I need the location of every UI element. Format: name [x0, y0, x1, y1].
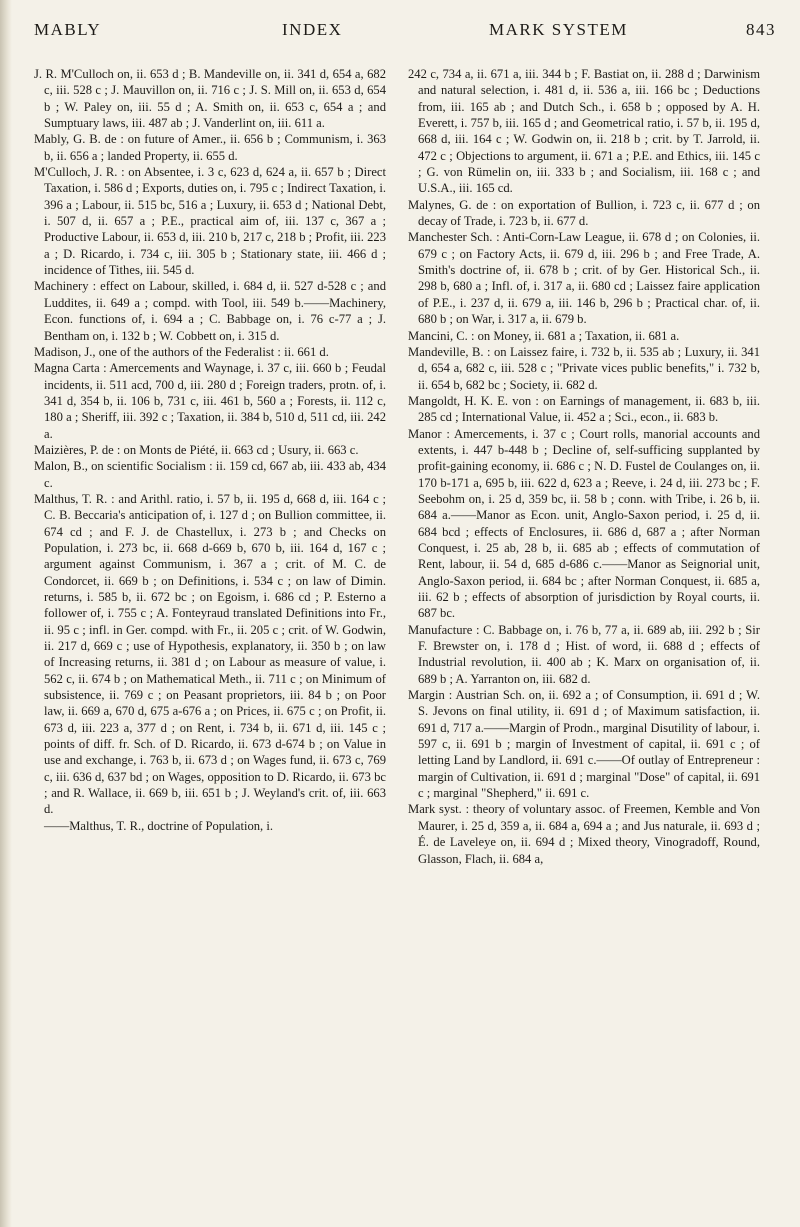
index-entry: Manchester Sch. : Anti-Corn-Law League, ii. 678 d ; on Colonies, ii. 679 c ; on Factory Acts, ii. 679 d, iii. 296 b ; and Free Trade, A. Smith's doctrine of, ii. 678 b ; crit. of by Ger. Historical Sch., ii. 298 b, 680 a ; Infl. of, i. 317 a, ii. 680 cd ; Laissez faire application of P.E., i. 237 d, ii. 679 a, iii. 146 b, 296 b ; Practical char. of, ii. 680 b ; on War, i. 317 a, ii. 679 b.: [408, 230, 760, 327]
page-number: 843: [746, 20, 776, 39]
index-entry: Magna Carta : Amercements and Waynage, i. 37 c, iii. 660 b ; Feudal incidents, ii. 511 acd, 700 d, iii. 280 d ; Foreign traders, protn. of, i. 341 d, 354 b, ii. 106 b, 731 c, iii. 461 b, 560 a ; Forests, ii. 112 c, 180 a ; Sheriff, iii. 392 c ; Taxation, ii. 384 b, 510 d, 511 cd, iii. 242 a.: [34, 361, 386, 441]
header-index-word: INDEX: [282, 20, 343, 39]
book-gutter-shadow: [0, 0, 12, 1227]
right-column: [408, 66, 760, 1217]
index-entry: Margin : Austrian Sch. on, ii. 692 a ; of Consumption, ii. 691 d ; W. S. Jevons on final utility, ii. 691 d ; of Maximum satisfaction, ii. 691 d, 717 a.——Margin of Prodn., marginal Disutility of labour, i. 597 c, ii. 691 b ; margin of Investment of capital, ii. 691 c ; of letting Land by Landlord, ii. 691 c.——Of outlay of Entrepreneur : margin of Cultivation, ii. 691 d ; marginal "Dose" of capital, ii. 691 c ; marginal "Shepherd," ii. 691 c.: [408, 688, 760, 801]
running-header: [34, 20, 776, 46]
index-entry: Madison, J., one of the authors of the Federalist : ii. 661 d.: [34, 344, 329, 359]
index-entry: Mangoldt, H. K. E. von : on Earnings of management, ii. 683 b, iii. 285 cd ; International Value, ii. 452 a ; Sci., econ., ii. 683 b.: [408, 393, 760, 425]
index-entry: J. R. M'Culloch on, ii. 653 d ; B. Mandeville on, ii. 341 d, 654 a, 682 c, iii. 528 c ; J. Mauvillon on, ii. 716 c ; J. S. Mill on, ii. 653 d, 654 b ; W. Paley on, iii. 55 d ; A. Smith on, ii. 653 c, 654 a ; and Sumptuary laws, iii. 487 ab ; J. Vanderlint on, iii. 611 a.: [34, 67, 386, 131]
header-right-word: MARK SYSTEM: [489, 20, 628, 39]
index-entry: Mandeville, B. : on Laissez faire, i. 732 b, ii. 535 ab ; Luxury, ii. 341 d, 654 a, 682 c, iii. 528 c ; "Private vices public benefits," i. 732 b, ii. 654 b, 682 bc ; Society, ii. 682 d.: [408, 344, 760, 392]
index-entry: Malon, B., on scientific Socialism : ii. 159 cd, 667 ab, iii. 433 ab, 434 c.: [34, 459, 386, 490]
index-entry: Malthus, T. R. : and Arithl. ratio, i. 57 b, ii. 195 d, 668 d, iii. 164 c ; C. B. Beccaria's anticipation of, i. 127 d ; on Bullion committee, ii. 674 cd ; and F. J. de Chastellux, i. 273 b ; and Checks on Population, i. 273 bc, ii. 668 d-669 b, 670 b, iii. 164 d, 167 c ; argument against Communism, i. 367 a ; crit. of M. C. de Condorcet, ii. 669 b ; on Definitions, i. 534 c ; on law of Dimin. returns, i. 585 b, ii. 672 bc ; on Egoism, i. 686 cd ; P. Esterno a follower of, i. 755 c ; A. Fonteyraud translated Definitions into Fr., ii. 95 c ; infl. in Ger. compd. with Fr., ii. 205 c ; crit. of W. Godwin, ii. 217 d, 669 c ; use of Hypothesis, explanatory, ii. 350 b ; on law of Increasing returns, ii. 381 d ; on Labour as measure of value, i. 562 c, ii. 674 b ; on Mathematical Meth., ii. 711 c ; on Minimum of subsistence, ii. 769 c ; on Peasant proprietors, iii. 84 b ; on Poor law, ii. 669 a, 670 d, 675 a-676 a ; on Prices, ii. 675 c ; on Profit, ii. 673 d, iii. 223 a, 377 d ; on Rent, i. 734 b, ii. 671 d, iii. 145 c ; points of diff. fr. Sch. of D. Ricardo, ii. 673 d-674 b ; on Value in use and exchange, i. 763 b, ii. 673 d ; on Wages fund, ii. 673 c, 769 c, iii. 636 d, 637 bd ; on Wages, opposition to D. Ricardo, ii. 673 bc ; and R. Wallace, ii. 669 b, iii. 651 b ; J. Weyland's crit. of, iii. 663 d.: [34, 491, 386, 817]
index-entry: Manufacture : C. Babbage on, i. 76 b, 77 a, ii. 689 ab, iii. 292 b ; Sir F. Brewster on, i. 178 d ; Hist. of word, ii. 688 d ; effects of Industrial revolution, ii. 400 ab ; K. Marx on organisation of, ii. 689 b ; A. Yarranton on, iii. 682 d.: [408, 622, 760, 686]
index-entry: ——Malthus, T. R., doctrine of Population, i.: [44, 818, 274, 833]
index-entry: Mark syst. : theory of voluntary assoc. of Freemen, Kemble and Von Maurer, i. 25 d, 359 a, ii. 684 a, 694 a ; and Jus naturale, ii. 693 d ; É. de Laveleye on, ii. 694 d ; Mixed theory, Vinogradoff, Round, Glasson, Flach, ii. 684 a,: [408, 802, 760, 866]
index-entry: Maizières, P. de : on Monts de Piété, ii. 663 cd ; Usury, ii. 663 c.: [34, 442, 359, 457]
index-entry: Mably, G. B. de : on future of Amer., ii. 656 b ; Communism, i. 363 b, ii. 656 a ; landed Property, ii. 655 d.: [34, 132, 386, 163]
index-columns: [34, 66, 778, 1217]
index-entry: Manor : Amercements, i. 37 c ; Court rolls, manorial accounts and extents, i. 447 b-448 b ; Decline of, self-sufficing supplanted by profit-gaining economy, ii. 686 c ; N. D. Fustel de Coulanges on, ii. 170 b-171 a, 695 b, iii. 622 d, 623 a ; Reeve, i. 24 d, iii. 273 bc ; F. Seebohm on, i. 25 d, 359 bc, ii. 58 b ; conn. with Tribe, i. 26 b, ii. 684 a.——Manor as Econ. unit, Anglo-Saxon period, i. 25 d, ii. 684 bcd ; effects of Enclosures, ii. 686 d, 687 a ; after Norman Conquest, i. 25 ab, 28 b, ii. 685 ab ; effects of commutation of Rent, labour, ii. 54 d, 685 d-686 c.——Manor as Seignorial unit, Anglo-Saxon period, ii. 684 bc ; after Norman Conquest, ii. 685 a, iii. 62 b ; effects of absorption of jurisdiction by Royal courts, ii. 687 bc.: [408, 426, 760, 621]
index-entry: Mancini, C. : on Money, ii. 681 a ; Taxation, ii. 681 a.: [408, 328, 680, 343]
index-entry: Malynes, G. de : on exportation of Bullion, i. 723 c, ii. 677 d ; on decay of Trade, i. 723 b, ii. 677 d.: [408, 197, 760, 229]
index-entry: 242 c, 734 a, ii. 671 a, iii. 344 b ; F. Bastiat on, ii. 288 d ; Darwinism and natural selection, i. 481 d, ii. 536 a, iii. 166 bc ; Deductions from, iii. 165 ab ; and Dutch Sch., i. 658 b ; opposed by A. H. Everett, i. 757 b, iii. 165 d ; and Geometrical ratio, i. 57 b, ii. 195 d, 668 d, iii. 164 c ; W. Godwin on, ii. 218 b ; crit. by T. Jarrold, ii. 472 c ; Objections to argument, ii. 671 a ; P.E. and Ethics, iii. 145 c ; G. von Rümelin on, iii. 333 b ; and Socialism, iii. 168 c ; and U.S.A., iii. 165 cd.: [408, 67, 760, 196]
index-entry: M'Culloch, J. R. : on Absentee, i. 3 c, 623 d, 624 a, ii. 657 b ; Direct Taxation, i. 586 d ; Exports, duties on, i. 795 c ; Indirect Taxation, i. 396 a ; Labour, ii. 515 bc, 516 a ; Luxury, ii. 653 d ; National Debt, i. 507 d, ii. 657 a ; P.E., practical aim of, iii. 137 c, 367 a ; Productive Labour, ii. 653 d, iii. 210 b, 217 c, 218 b ; Profit, iii. 223 a ; D. Ricardo, i. 734 c, iii. 305 b ; Stationary state, iii. 466 d ; incidence of Tithes, iii. 545 d.: [34, 165, 386, 278]
left-column: [34, 66, 386, 1217]
header-left-word: MABLY: [34, 20, 102, 39]
index-entry: Machinery : effect on Labour, skilled, i. 684 d, ii. 527 d-528 c ; and Luddites, ii. 649 a ; compd. with Tool, iii. 549 b.——Machinery, Econ. functions of, i. 694 a ; C. Babbage on, i. 76 c-77 a ; J. Bentham on, i. 132 b ; W. Cobbett on, i. 315 d.: [34, 279, 386, 343]
